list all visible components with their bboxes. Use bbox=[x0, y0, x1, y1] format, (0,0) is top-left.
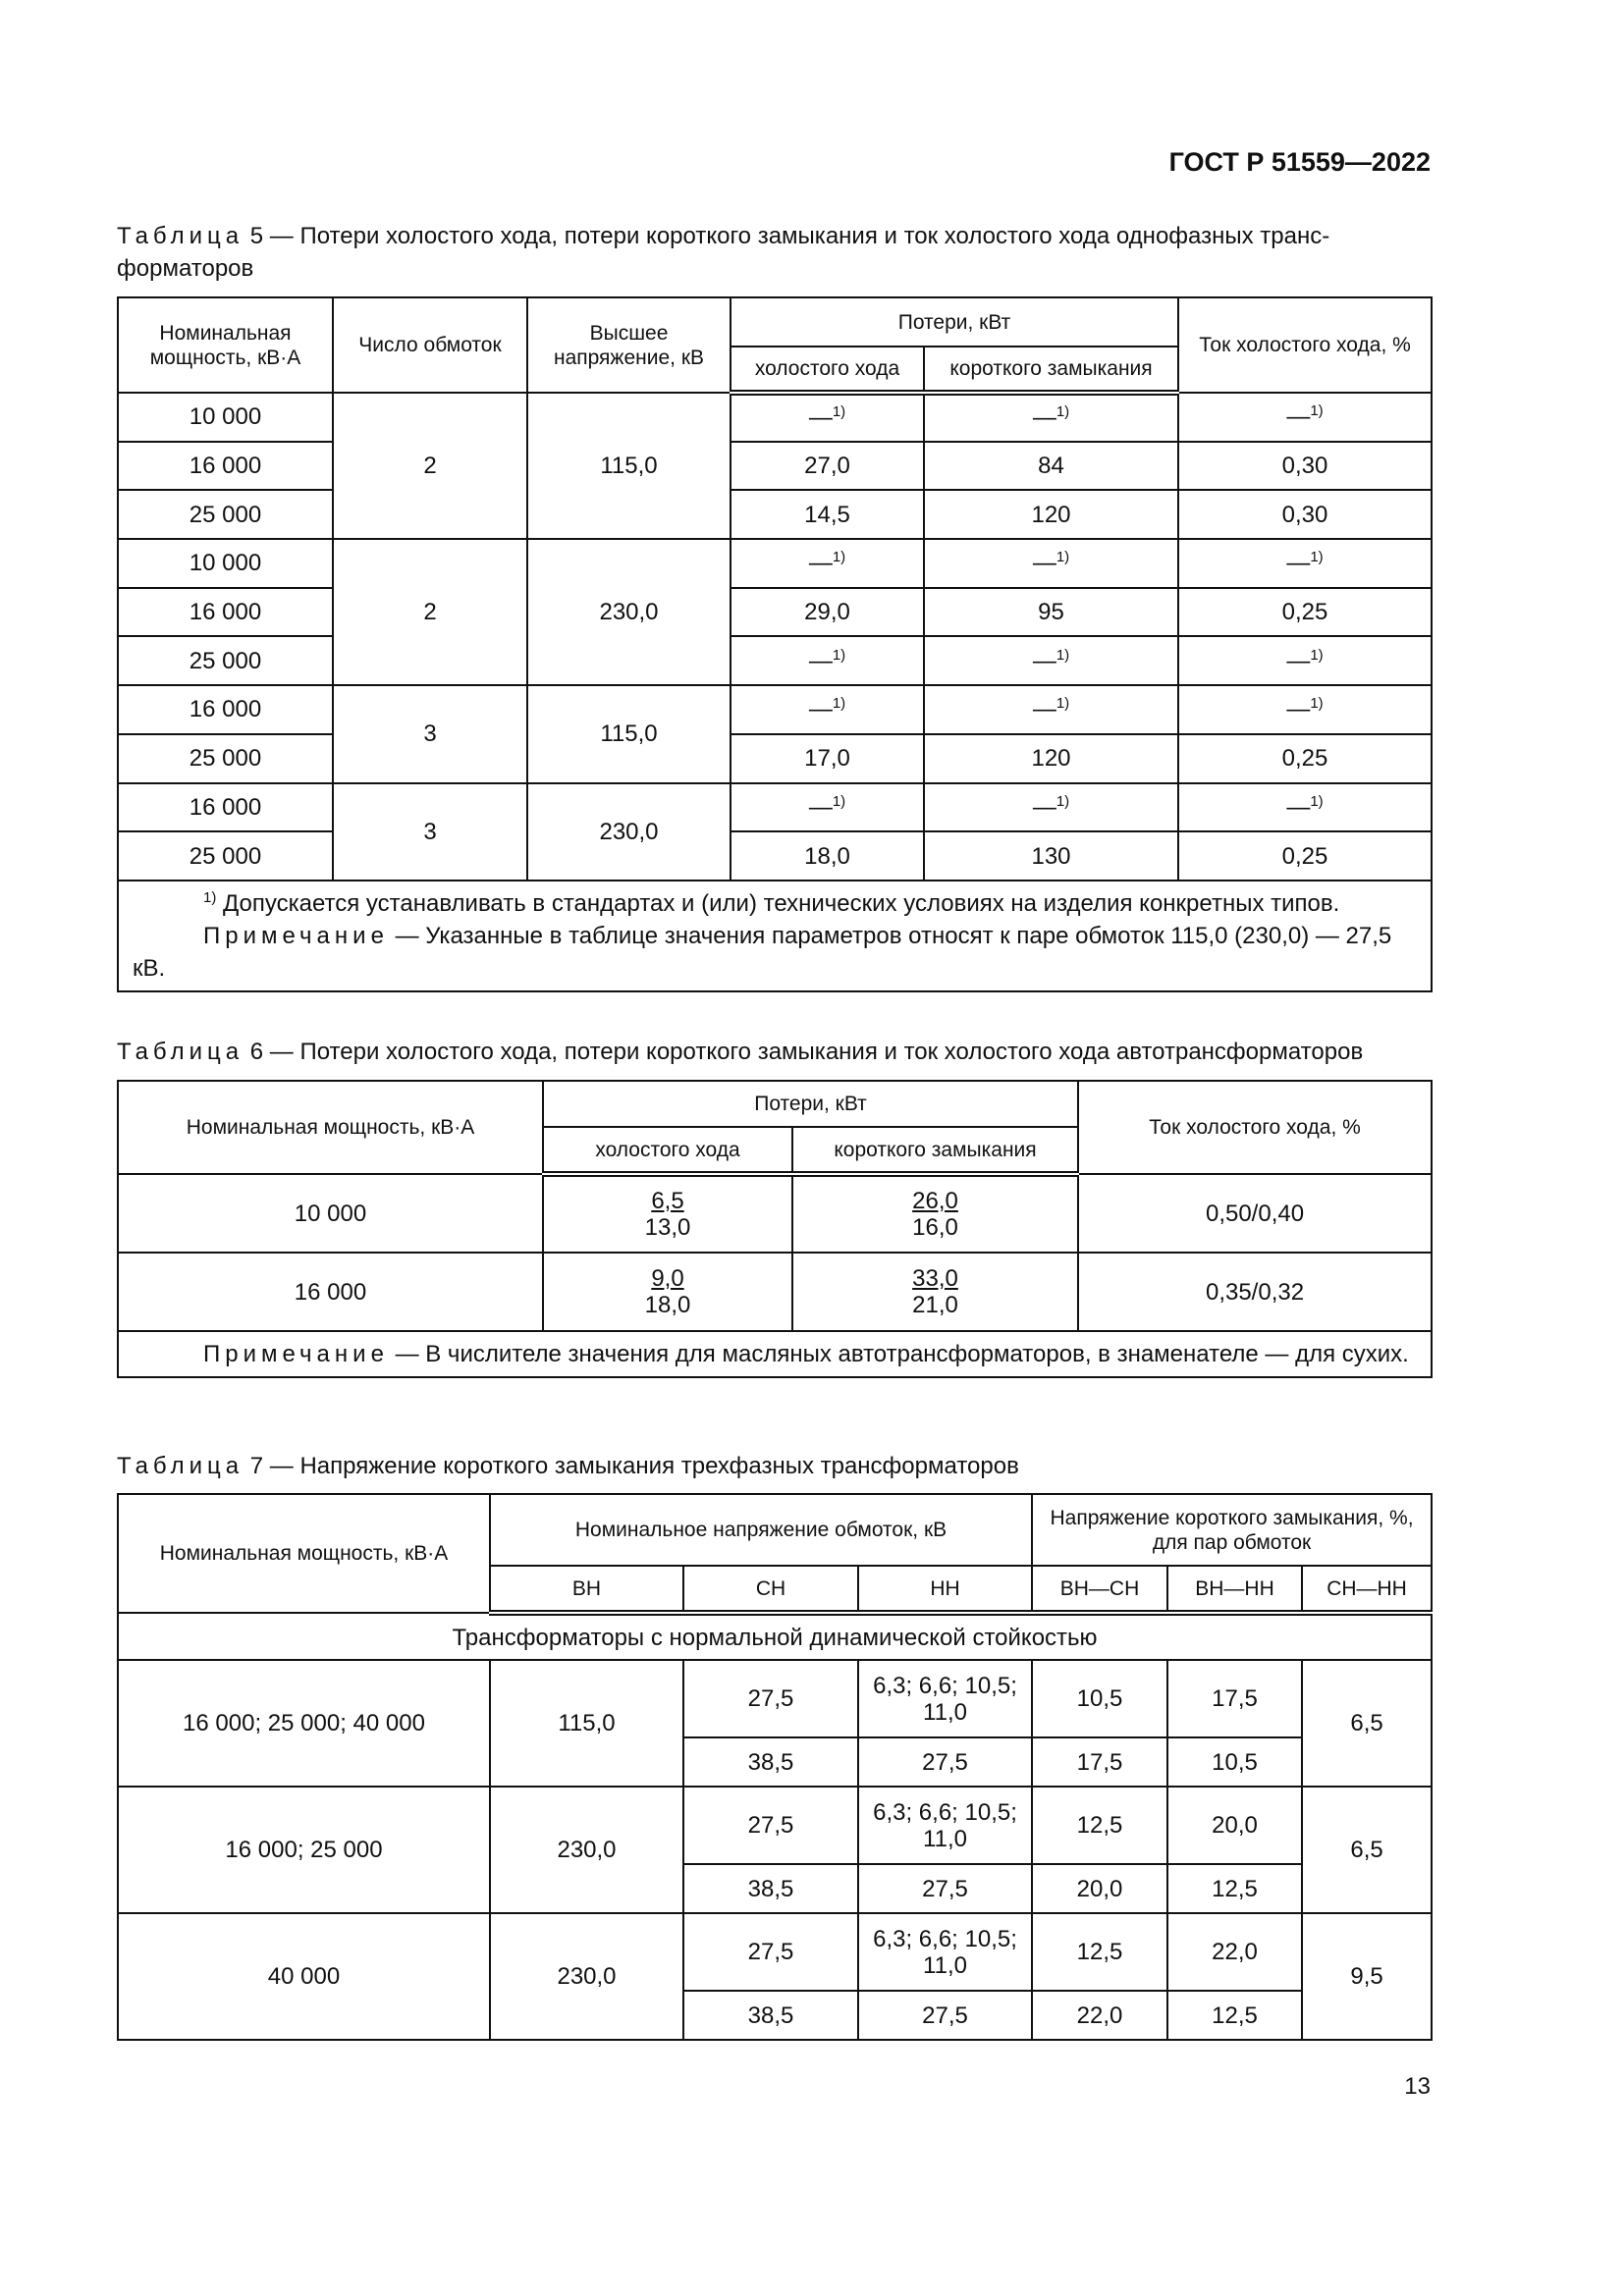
t7-cell-nn: 27,5 bbox=[858, 1991, 1032, 2040]
t5-notes bbox=[118, 881, 1432, 991]
t7-cell-vn-sn: 20,0 bbox=[1032, 1864, 1167, 1913]
t7-cell-vn: 230,0 bbox=[490, 1913, 683, 2040]
t5-header-voltage: Высшее напряжение, кВ bbox=[527, 297, 731, 393]
t5-cell-current: 0,25 bbox=[1178, 831, 1432, 881]
t5-cell-current bbox=[1178, 783, 1432, 832]
t6-numerator: 9,0 bbox=[651, 1265, 684, 1292]
t5-cell-windings: 3 bbox=[333, 685, 527, 782]
table5 bbox=[117, 296, 1433, 992]
t5-footnote-ref: 1) bbox=[832, 646, 846, 664]
t7-header-sn-nn: СН—НН bbox=[1302, 1566, 1432, 1613]
t7-cell-power: 16 000; 25 000; 40 000 bbox=[118, 1660, 490, 1787]
t6-header-short: короткого замыкания bbox=[792, 1127, 1078, 1174]
t5-dash: — bbox=[808, 404, 833, 432]
t6-header-losses: Потери, кВт bbox=[543, 1081, 1078, 1127]
t5-footnote-ref: 1) bbox=[832, 695, 846, 713]
t5-footnote-ref: 1) bbox=[832, 403, 846, 421]
t7-cell-sn-nn: 6,5 bbox=[1302, 1660, 1432, 1787]
t7-cell-vn-nn: 22,0 bbox=[1167, 1913, 1302, 1991]
t6-numerator: 26,0 bbox=[912, 1188, 958, 1214]
t5-cell-power: 25 000 bbox=[118, 734, 333, 783]
table-row bbox=[118, 1174, 1432, 1253]
t7-cell-nn: 6,3; 6,6; 10,5; 11,0 bbox=[858, 1787, 1032, 1864]
table5-caption-label: Таблица bbox=[117, 223, 244, 249]
table5-caption-text: 5 — Потери холостого хода, потери короткого замыкания и ток холостого хода однофазных транс-форматоров bbox=[117, 223, 1330, 282]
t5-body bbox=[118, 393, 1432, 881]
t6-note-line bbox=[133, 1338, 1417, 1370]
t6-note-text: — В числителе значения для масляных автотрансформаторов, в знаменателе — для сухих. bbox=[388, 1341, 1409, 1367]
t5-footnote-ref: 1) bbox=[832, 549, 846, 566]
t5-cell-short: 120 bbox=[924, 490, 1178, 539]
t7-cell-sn: 27,5 bbox=[683, 1787, 858, 1864]
t5-cell-current bbox=[1178, 539, 1432, 588]
t5-cell-power: 16 000 bbox=[118, 685, 333, 734]
table7-caption-text: 7 — Напряжение короткого замыкания трехфазных трансформаторов bbox=[244, 1453, 1019, 1479]
t7-cell-sn: 27,5 bbox=[683, 1660, 858, 1737]
t7-cell-vn-nn: 10,5 bbox=[1167, 1737, 1302, 1787]
t5-header-windings: Число обмоток bbox=[333, 297, 527, 393]
t5-cell-power: 10 000 bbox=[118, 393, 333, 442]
t5-cell-noload bbox=[731, 636, 924, 685]
t6-cell-current: 0,35/0,32 bbox=[1078, 1253, 1432, 1331]
table7 bbox=[117, 1493, 1433, 2041]
t6-cell-short bbox=[792, 1174, 1078, 1253]
t6-cell-current: 0,50/0,40 bbox=[1078, 1174, 1432, 1253]
t7-cell-sn-nn: 9,5 bbox=[1302, 1913, 1432, 2040]
t5-footnote-ref: 1) bbox=[1056, 646, 1070, 664]
t7-cell-vn-nn: 12,5 bbox=[1167, 1864, 1302, 1913]
t5-footnote bbox=[133, 887, 1417, 920]
t5-cell-voltage: 230,0 bbox=[527, 539, 731, 685]
t6-cell-noload bbox=[543, 1174, 792, 1253]
t7-cell-vn: 115,0 bbox=[490, 1660, 683, 1787]
t6-numerator: 6,5 bbox=[651, 1188, 684, 1214]
table6-caption bbox=[117, 1036, 1431, 1068]
t7-cell-vn: 230,0 bbox=[490, 1787, 683, 1913]
table-row bbox=[118, 588, 1432, 637]
t5-cell-power: 10 000 bbox=[118, 539, 333, 588]
t7-header-vn-sn: ВН—СН bbox=[1032, 1566, 1167, 1613]
table6 bbox=[117, 1080, 1433, 1378]
t6-header-current: Ток холостого хода, % bbox=[1078, 1081, 1432, 1174]
t7-cell-vn-sn: 12,5 bbox=[1032, 1787, 1167, 1864]
t7-cell-vn-sn: 22,0 bbox=[1032, 1991, 1167, 2040]
t5-cell-power: 25 000 bbox=[118, 831, 333, 881]
t5-cell-power: 16 000 bbox=[118, 783, 333, 832]
t7-cell-vn-sn: 10,5 bbox=[1032, 1660, 1167, 1737]
t5-dash: — bbox=[1032, 696, 1056, 723]
t7-header-vn: ВН bbox=[490, 1566, 683, 1613]
table5-caption bbox=[117, 220, 1431, 285]
t5-cell-power: 16 000 bbox=[118, 588, 333, 637]
t5-cell-short: 84 bbox=[924, 442, 1178, 491]
t6-denominator: 18,0 bbox=[644, 1292, 691, 1318]
t7-cell-vn-nn: 17,5 bbox=[1167, 1660, 1302, 1737]
t5-header-short: короткого замыкания bbox=[924, 347, 1178, 393]
t7-cell-sn: 38,5 bbox=[683, 1991, 858, 2040]
t5-note bbox=[133, 920, 1417, 985]
t5-footnote-ref: 1) bbox=[832, 792, 846, 810]
t6-cell-short bbox=[792, 1253, 1078, 1331]
t6-denominator: 13,0 bbox=[644, 1214, 691, 1241]
t5-footnote-ref: 1) bbox=[1310, 792, 1324, 810]
t7-cell-sn: 27,5 bbox=[683, 1913, 858, 1991]
t7-cell-nn: 6,3; 6,6; 10,5; 11,0 bbox=[858, 1913, 1032, 1991]
t5-cell-short: 130 bbox=[924, 831, 1178, 881]
t7-header-vn-nn: ВН—НН bbox=[1167, 1566, 1302, 1613]
t7-cell-vn-sn: 12,5 bbox=[1032, 1913, 1167, 1991]
t5-dash: — bbox=[1286, 403, 1311, 431]
t7-cell-vn-sn: 17,5 bbox=[1032, 1737, 1167, 1787]
t7-header-nn: НН bbox=[858, 1566, 1032, 1613]
t7-cell-nn: 6,3; 6,6; 10,5; 11,0 bbox=[858, 1660, 1032, 1737]
t5-cell-short: 95 bbox=[924, 588, 1178, 637]
t5-cell-noload bbox=[731, 783, 924, 832]
t5-dash: — bbox=[1286, 793, 1311, 821]
t5-cell-noload: 17,0 bbox=[731, 734, 924, 783]
table6-caption-text: 6 — Потери холостого хода, потери короткого замыкания и ток холостого хода автотрансформаторов bbox=[244, 1039, 1364, 1065]
t5-cell-current bbox=[1178, 393, 1432, 442]
t5-cell-noload bbox=[731, 539, 924, 588]
t5-cell-current: 0,30 bbox=[1178, 490, 1432, 539]
t5-cell-windings: 2 bbox=[333, 393, 527, 539]
t5-dash: — bbox=[808, 647, 833, 674]
t7-body bbox=[118, 1613, 1432, 2040]
t5-cell-voltage: 115,0 bbox=[527, 685, 731, 782]
t5-note-text: — Указанные в таблице значения параметров относят к паре обмоток 115,0 (230,0) — 27,5 кВ. bbox=[133, 922, 1392, 982]
t5-header-current: Ток холостого хода, % bbox=[1178, 297, 1432, 393]
t5-dash: — bbox=[1032, 647, 1056, 674]
t5-cell-power: 25 000 bbox=[118, 636, 333, 685]
t5-footnote-ref: 1) bbox=[1310, 549, 1324, 566]
t5-cell-short bbox=[924, 783, 1178, 832]
t6-cell-power: 16 000 bbox=[118, 1253, 543, 1331]
t5-footnote-ref: 1) bbox=[1056, 695, 1070, 713]
t5-cell-short bbox=[924, 539, 1178, 588]
t5-cell-current: 0,30 bbox=[1178, 442, 1432, 491]
t7-cell-vn-nn: 12,5 bbox=[1167, 1991, 1302, 2040]
t7-header-sc: Напряжение короткого замыкания, %, для пар обмоток bbox=[1032, 1494, 1432, 1566]
t5-dash: — bbox=[1286, 696, 1311, 723]
t5-header-noload: холостого хода bbox=[731, 347, 924, 393]
t7-header-power: Номинальная мощность, кВ·А bbox=[118, 1494, 490, 1613]
t5-cell-short bbox=[924, 636, 1178, 685]
t7-cell-power: 16 000; 25 000 bbox=[118, 1787, 490, 1913]
t5-cell-noload: 18,0 bbox=[731, 831, 924, 881]
t5-cell-current: 0,25 bbox=[1178, 734, 1432, 783]
t5-cell-voltage: 230,0 bbox=[527, 783, 731, 881]
t6-header-noload: холостого хода bbox=[543, 1127, 792, 1174]
table7-caption-label: Таблица bbox=[117, 1453, 244, 1479]
t7-header-rated: Номинальное напряжение обмоток, кВ bbox=[490, 1494, 1032, 1566]
t5-cell-noload: 27,0 bbox=[731, 442, 924, 491]
t5-footnote-ref: 1) bbox=[1310, 402, 1324, 420]
t5-cell-short: 120 bbox=[924, 734, 1178, 783]
t5-cell-power: 16 000 bbox=[118, 442, 333, 491]
t7-cell-vn-nn: 20,0 bbox=[1167, 1787, 1302, 1864]
t6-note-label: Примечание bbox=[203, 1341, 389, 1367]
table-row bbox=[118, 831, 1432, 881]
t6-header-power: Номинальная мощность, кВ·А bbox=[118, 1081, 543, 1174]
document-header: ГОСТ Р 51559—2022 bbox=[1168, 147, 1431, 177]
t5-cell-noload bbox=[731, 393, 924, 442]
t5-cell-power: 25 000 bbox=[118, 490, 333, 539]
t5-dash: — bbox=[808, 793, 833, 821]
t6-note bbox=[118, 1331, 1432, 1377]
t6-cell-noload bbox=[543, 1253, 792, 1331]
table-row bbox=[118, 1253, 1432, 1331]
t5-dash: — bbox=[1286, 550, 1311, 577]
t5-footnote-ref: 1) bbox=[1056, 549, 1070, 566]
t5-dash: — bbox=[1032, 550, 1056, 577]
table-row bbox=[118, 783, 1432, 832]
table-row bbox=[118, 442, 1432, 491]
page-number: 13 bbox=[1404, 2073, 1431, 2100]
t5-footnote-ref: 1) bbox=[1056, 403, 1070, 421]
t5-cell-voltage: 115,0 bbox=[527, 393, 731, 539]
table-row bbox=[118, 685, 1432, 734]
t5-cell-windings: 2 bbox=[333, 539, 527, 685]
t5-cell-short bbox=[924, 685, 1178, 734]
t5-dash: — bbox=[1286, 647, 1311, 674]
t5-cell-short bbox=[924, 393, 1178, 442]
table-row bbox=[118, 636, 1432, 685]
table-row bbox=[118, 539, 1432, 588]
t7-cell-sn: 38,5 bbox=[683, 1864, 858, 1913]
t5-cell-windings: 3 bbox=[333, 783, 527, 881]
t5-footnote-ref: 1) bbox=[1310, 695, 1324, 713]
t5-header-power: Номинальная мощность, кВ·А bbox=[118, 297, 333, 393]
table-row bbox=[118, 1913, 1432, 1991]
t5-cell-current bbox=[1178, 685, 1432, 734]
t5-footnote-ref: 1) bbox=[1310, 646, 1324, 664]
t5-cell-noload: 14,5 bbox=[731, 490, 924, 539]
table-row bbox=[118, 490, 1432, 539]
t5-cell-current bbox=[1178, 636, 1432, 685]
table-row bbox=[118, 1660, 1432, 1737]
t7-cell-nn: 27,5 bbox=[858, 1864, 1032, 1913]
t7-section-title: Трансформаторы с нормальной динамической стойкостью bbox=[118, 1613, 1432, 1660]
t5-dash: — bbox=[1032, 404, 1056, 432]
t6-numerator: 33,0 bbox=[912, 1265, 958, 1292]
t5-dash: — bbox=[808, 550, 833, 577]
t7-header-sn: СН bbox=[683, 1566, 858, 1613]
t7-cell-sn-nn: 6,5 bbox=[1302, 1787, 1432, 1913]
table-row bbox=[118, 1787, 1432, 1864]
t7-cell-nn: 27,5 bbox=[858, 1737, 1032, 1787]
t6-denominator: 16,0 bbox=[912, 1214, 958, 1241]
t5-header-losses: Потери, кВт bbox=[731, 297, 1178, 347]
t5-note-label: Примечание bbox=[203, 922, 389, 949]
t5-cell-current: 0,25 bbox=[1178, 588, 1432, 637]
table7-caption bbox=[117, 1450, 1431, 1482]
t5-cell-noload bbox=[731, 685, 924, 734]
t5-footnote-ref: 1) bbox=[1056, 792, 1070, 810]
t6-cell-power: 10 000 bbox=[118, 1174, 543, 1253]
t5-cell-noload: 29,0 bbox=[731, 588, 924, 637]
t5-dash: — bbox=[808, 696, 833, 723]
table-row bbox=[118, 393, 1432, 442]
t5-footnote-text: Допускается устанавливать в стандартах и (или) технических условиях на изделия конкретных типов. bbox=[223, 889, 1340, 917]
table6-caption-label: Таблица bbox=[117, 1039, 244, 1065]
table-row bbox=[118, 734, 1432, 783]
t5-footnote-mark: 1) bbox=[203, 888, 217, 906]
t7-cell-power: 40 000 bbox=[118, 1913, 490, 2040]
t5-dash: — bbox=[1032, 793, 1056, 821]
t7-cell-sn: 38,5 bbox=[683, 1737, 858, 1787]
t6-denominator: 21,0 bbox=[912, 1292, 958, 1318]
